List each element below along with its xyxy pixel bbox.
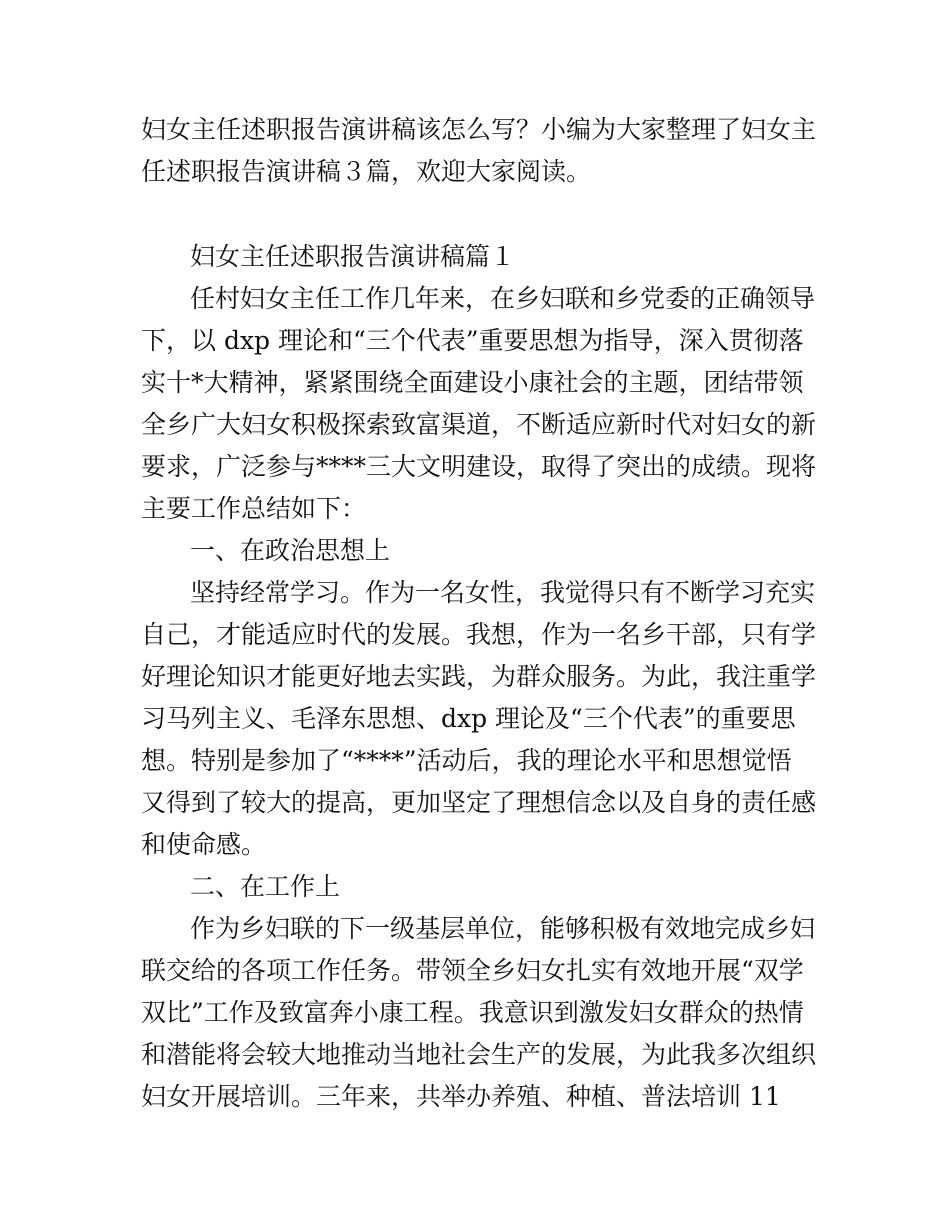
para2-line-7: 和使命感。 — [141, 830, 267, 859]
intro-line-1: 妇女主任述职报告演讲稿该怎么写？小编为大家整理了妇女主 — [141, 115, 817, 144]
para1-line-1: 任村妇女主任工作几年来，在乡妇联和乡党委的正确领导 — [190, 284, 816, 313]
para3-line-1: 作为乡妇联的下一级基层单位，能够积极有效地完成乡妇 — [190, 914, 816, 943]
para1-line-5: 要求，广泛参与****三大文明建设，取得了突出的成绩。现将 — [141, 452, 817, 481]
para1-line-2: 下，以 dxp 理论和“三个代表”重要思想为指导，深入贯彻落 — [141, 326, 804, 355]
para1-line-3: 实十*大精神，紧紧围绕全面建设小康社会的主题，团结带领 — [141, 368, 804, 397]
heading-work: 二、在工作上 — [190, 872, 341, 901]
heading-political: 一、在政治思想上 — [190, 536, 391, 565]
para1-line-6: 主要工作总结如下： — [141, 494, 367, 523]
para2-line-1: 坚持经常学习。作为一名女性，我觉得只有不断学习充实 — [190, 578, 816, 607]
para2-line-2: 自己，才能适应时代的发展。我想，作为一名乡干部，只有学 — [141, 620, 817, 649]
para3-line-5: 妇女开展培训。三年来，共举办养殖、种植、普法培训 11 — [141, 1082, 781, 1111]
para3-line-3: 双比”工作及致富奔小康工程。我意识到激发妇女群众的热情 — [141, 998, 804, 1027]
para2-line-4: 习马列主义、毛泽东思想、dxp 理论及“三个代表”的重要思 — [141, 704, 796, 733]
para3-line-2: 联交给的各项工作任务。带领全乡妇女扎实有效地开展“双学 — [141, 956, 804, 985]
para2-line-3: 好理论知识才能更好地去实践，为群众服务。为此，我注重学 — [141, 662, 817, 691]
intro-line-2: 任述职报告演讲稿３篇，欢迎大家阅读。 — [141, 157, 592, 186]
para3-line-4: 和潜能将会较大地推动当地社会生产的发展，为此我多次组织 — [141, 1040, 817, 1069]
para1-line-4: 全乡广大妇女积极探索致富渠道，不断适应新时代对妇女的新 — [141, 410, 817, 439]
para2-line-6: 又得到了较大的提高，更加坚定了理想信念以及自身的责任感 — [141, 788, 817, 817]
para2-line-5: 想。特别是参加了“****”活动后，我的理论水平和思想觉悟 — [141, 746, 792, 775]
section-title: 妇女主任述职报告演讲稿篇１ — [190, 242, 516, 271]
